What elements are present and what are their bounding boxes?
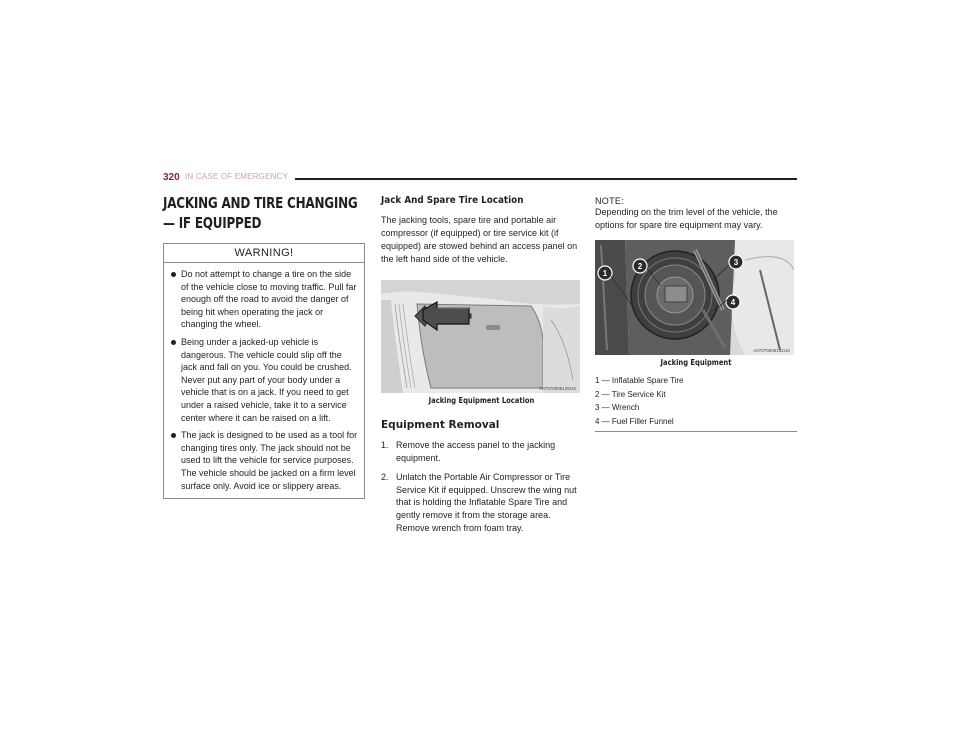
page-number: 320 [163,172,180,183]
warning-list [164,263,364,498]
callout-2: 2 [637,262,643,271]
step-item [381,471,582,534]
warning-item: Being under a jacked-up vehicle is dangerous. The vehicle could slip off the jack and fall on you. You could be crushed. Never put any part of your body under a vehicle that is on a jack. If you need to get under a raised vehicle, take it to a service center where it can be raised on a lift. [170,336,358,424]
section-title: IN CASE OF EMERGENCY [185,172,289,181]
jacking-location-figure [381,280,580,393]
callout-4: 4 [730,298,736,307]
location-paragraph: The jacking tools, spare tire and portable air compressor (if equipped) or tire service kit (if equipped) are stowed behind an access panel on the left hand side of the vehicle. [381,215,578,264]
step-number: 1. [381,440,389,450]
spare-tire-illustration [595,240,794,355]
equipment-removal-heading: Equipment Removal [381,419,500,431]
header-rule [295,178,797,180]
figure-caption: Jacking Equipment Location [428,396,535,405]
callout-3: 3 [733,258,739,267]
step-item [381,439,582,464]
warning-item: The jack is designed to be used as a tool for changing tires only. The jack should not be used to lift the vehicle for service purposes. The vehicle should be jacked on a firm level surface only. Avoid ice or slippery areas. [170,429,358,492]
legend-list [595,374,797,428]
figure-code: A07070006132US [753,348,790,353]
access-panel-illustration [381,280,580,393]
note-text: Depending on the trim level of the vehicle, the options for spare tire equipment may vary. [595,207,778,230]
legend-item: 4 — Fuel Filler Funnel [595,416,674,426]
section-heading: Jack And Spare Tire Location [381,195,524,206]
step-text: Unlatch the Portable Air Compressor or Tire Service Kit if equipped. Unscrew the wing nut that is holding the Inflatable Spare Tire and gently remove it from the storage area. Remove wrench from foam tray. [396,472,577,533]
figure-caption: Jacking Equipment [660,358,732,367]
warning-box [163,243,365,499]
page-header [163,172,797,186]
callout-1: 1 [602,269,608,278]
right-column [595,193,797,432]
legend-rule [595,431,797,432]
page-title: JACKING AND TIRE CHANGING — IF EQUIPPED [163,194,358,232]
warning-title: WARNING! [164,244,364,263]
note-label: NOTE: [595,196,625,206]
left-column [163,193,365,499]
jacking-equipment-figure [595,240,794,355]
figure-code: A07070006125US [539,386,576,391]
removal-steps [381,439,582,534]
warning-item: Do not attempt to change a tire on the side of the vehicle close to moving traffic. Pull far enough off the road to avoid the danger of being hit when operating the jack or changing the wheel. [170,268,358,331]
step-number: 2. [381,472,389,483]
legend-item: 2 — Tire Service Kit [595,389,666,399]
middle-column [381,193,582,541]
legend-item: 1 — Inflatable Spare Tire [595,376,684,385]
legend-item: 3 — Wrench [595,403,640,412]
step-text: Remove the access panel to the jacking equipment. [396,440,556,463]
